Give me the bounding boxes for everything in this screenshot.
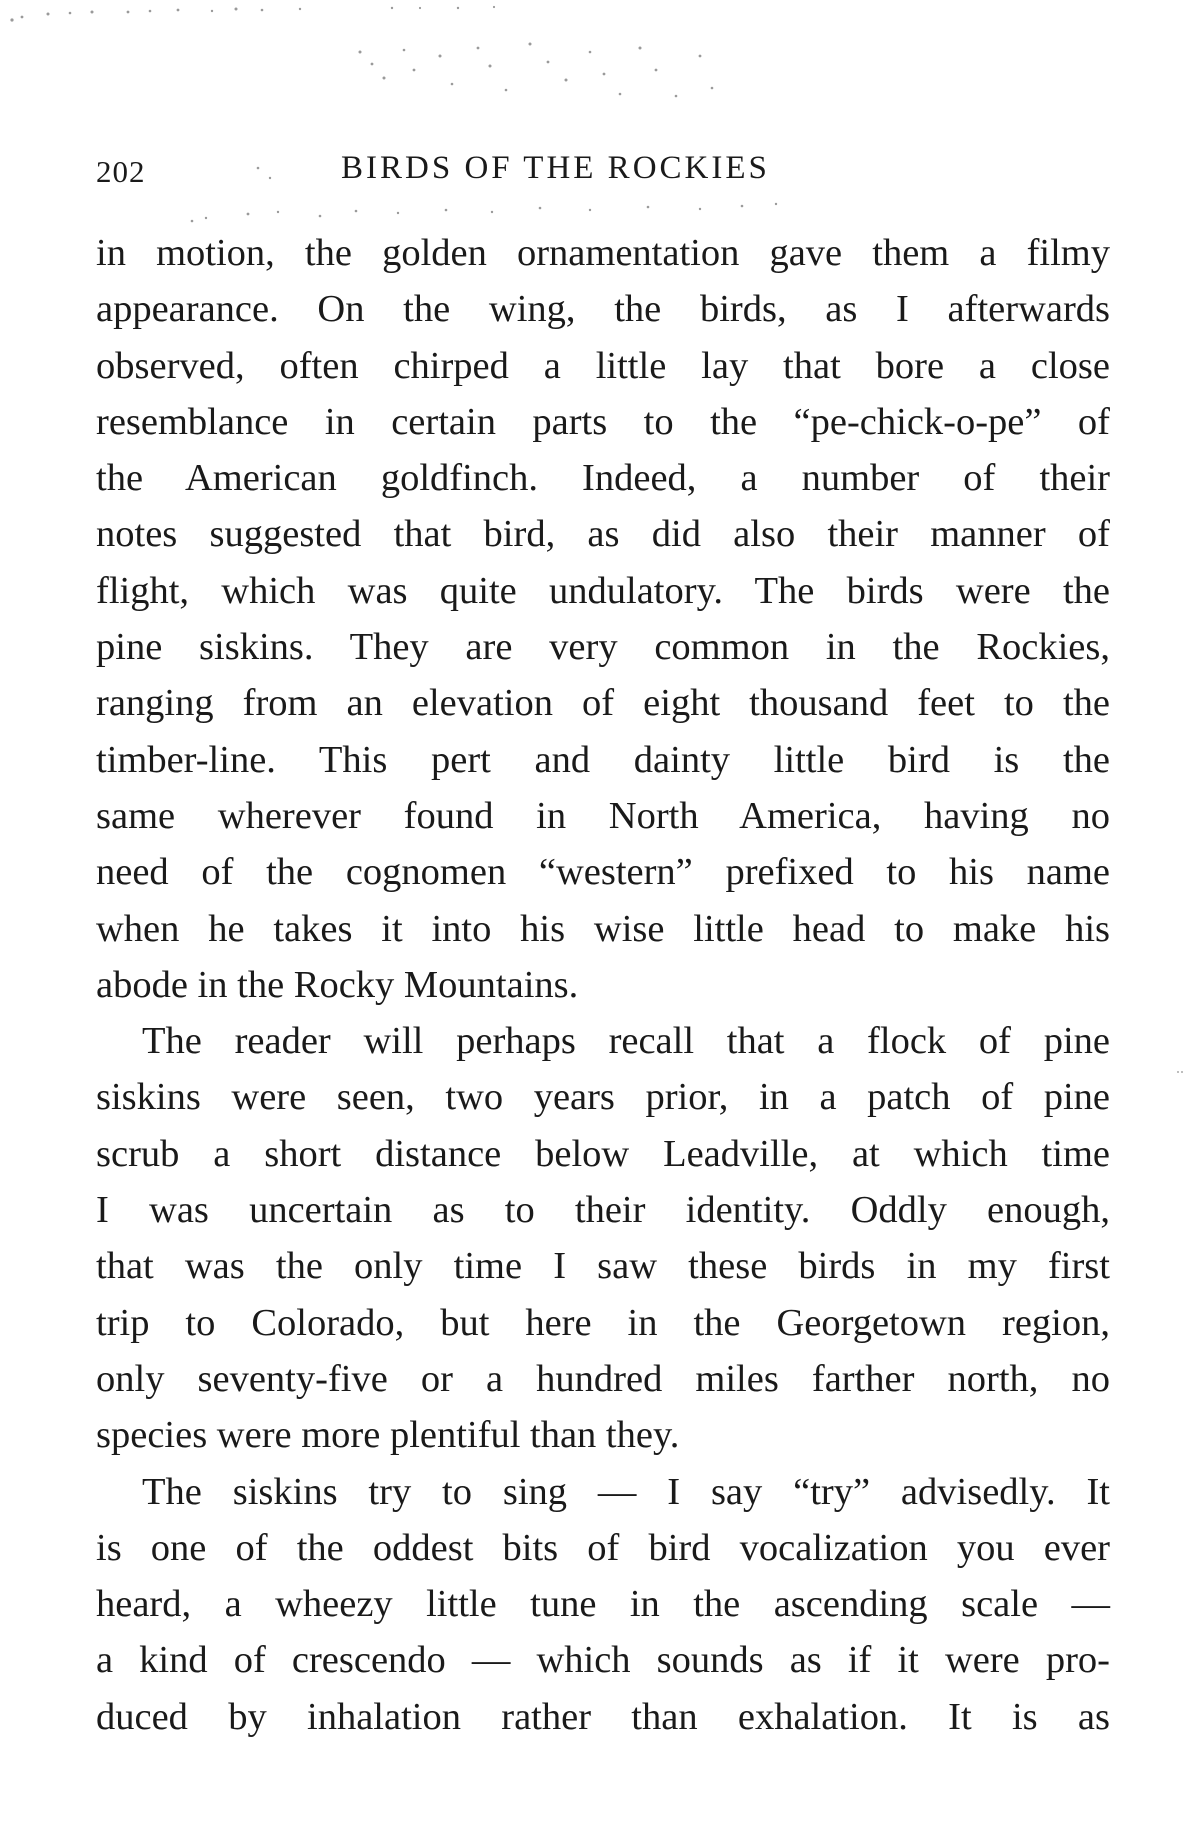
text-line: the American goldfinch. Indeed, a number of their (96, 457, 1110, 500)
text-line: The reader will perhaps recall that a flock of pine (142, 1020, 1110, 1063)
text-line: pine siskins. They are very common in the Rockies, (96, 626, 1110, 669)
text-line: a kind of crescendo — which sounds as if it were pro- (96, 1639, 1110, 1682)
text-line: only seventy-five or a hundred miles farther north, no (96, 1357, 1110, 1400)
text-line: is one of the oddest bits of bird vocalization you ever (96, 1526, 1110, 1569)
text-line: The siskins try to sing — I say “try” advisedly. It (142, 1470, 1110, 1513)
text-line: siskins were seen, two years prior, in a patch of pine (96, 1076, 1110, 1119)
text-line: in motion, the golden ornamentation gave them a filmy (96, 232, 1110, 274)
text-line: that was the only time I saw these birds in my first (96, 1245, 1110, 1288)
margin-speck (1175, 1070, 1185, 1074)
text-line: scrub a short distance below Leadville, at which time (96, 1132, 1110, 1175)
text-line: observed, often chirped a little lay that bore a close (96, 344, 1110, 387)
text-line: timber-line. This pert and dainty little bird is the (96, 738, 1110, 781)
running-head: BIRDS OF THE ROCKIES (341, 150, 770, 186)
text-line: ranging from an elevation of eight thousand feet to the (96, 682, 1110, 725)
text-line: need of the cognomen “western” prefixed to his name (96, 851, 1110, 894)
text-line: resemblance in certain parts to the “pe-chick-o-pe” of (96, 400, 1110, 443)
text-line: species were more plentiful than they. (96, 1414, 680, 1457)
text-line: heard, a wheezy little tune in the ascending scale — (96, 1583, 1110, 1626)
text-line: when he takes it into his wise little head to make his (96, 907, 1110, 950)
text-line: notes suggested that bird, as did also their manner of (96, 513, 1110, 556)
text-line: trip to Colorado, but here in the Georgetown region, (96, 1301, 1110, 1344)
text-line: abode in the Rocky Mountains. (96, 963, 579, 1006)
text-line: appearance. On the wing, the birds, as I afterwards (96, 288, 1110, 331)
body-text (96, 225, 1110, 1745)
page-number: 202 (96, 154, 146, 189)
text-line: duced by inhalation rather than exhalation. It is as (96, 1695, 1110, 1738)
page-header (96, 150, 1106, 200)
text-line: same wherever found in North America, having no (96, 794, 1110, 837)
text-line: flight, which was quite undulatory. The birds were the (96, 569, 1110, 612)
text-line: I was uncertain as to their identity. Oddly enough, (96, 1189, 1110, 1232)
